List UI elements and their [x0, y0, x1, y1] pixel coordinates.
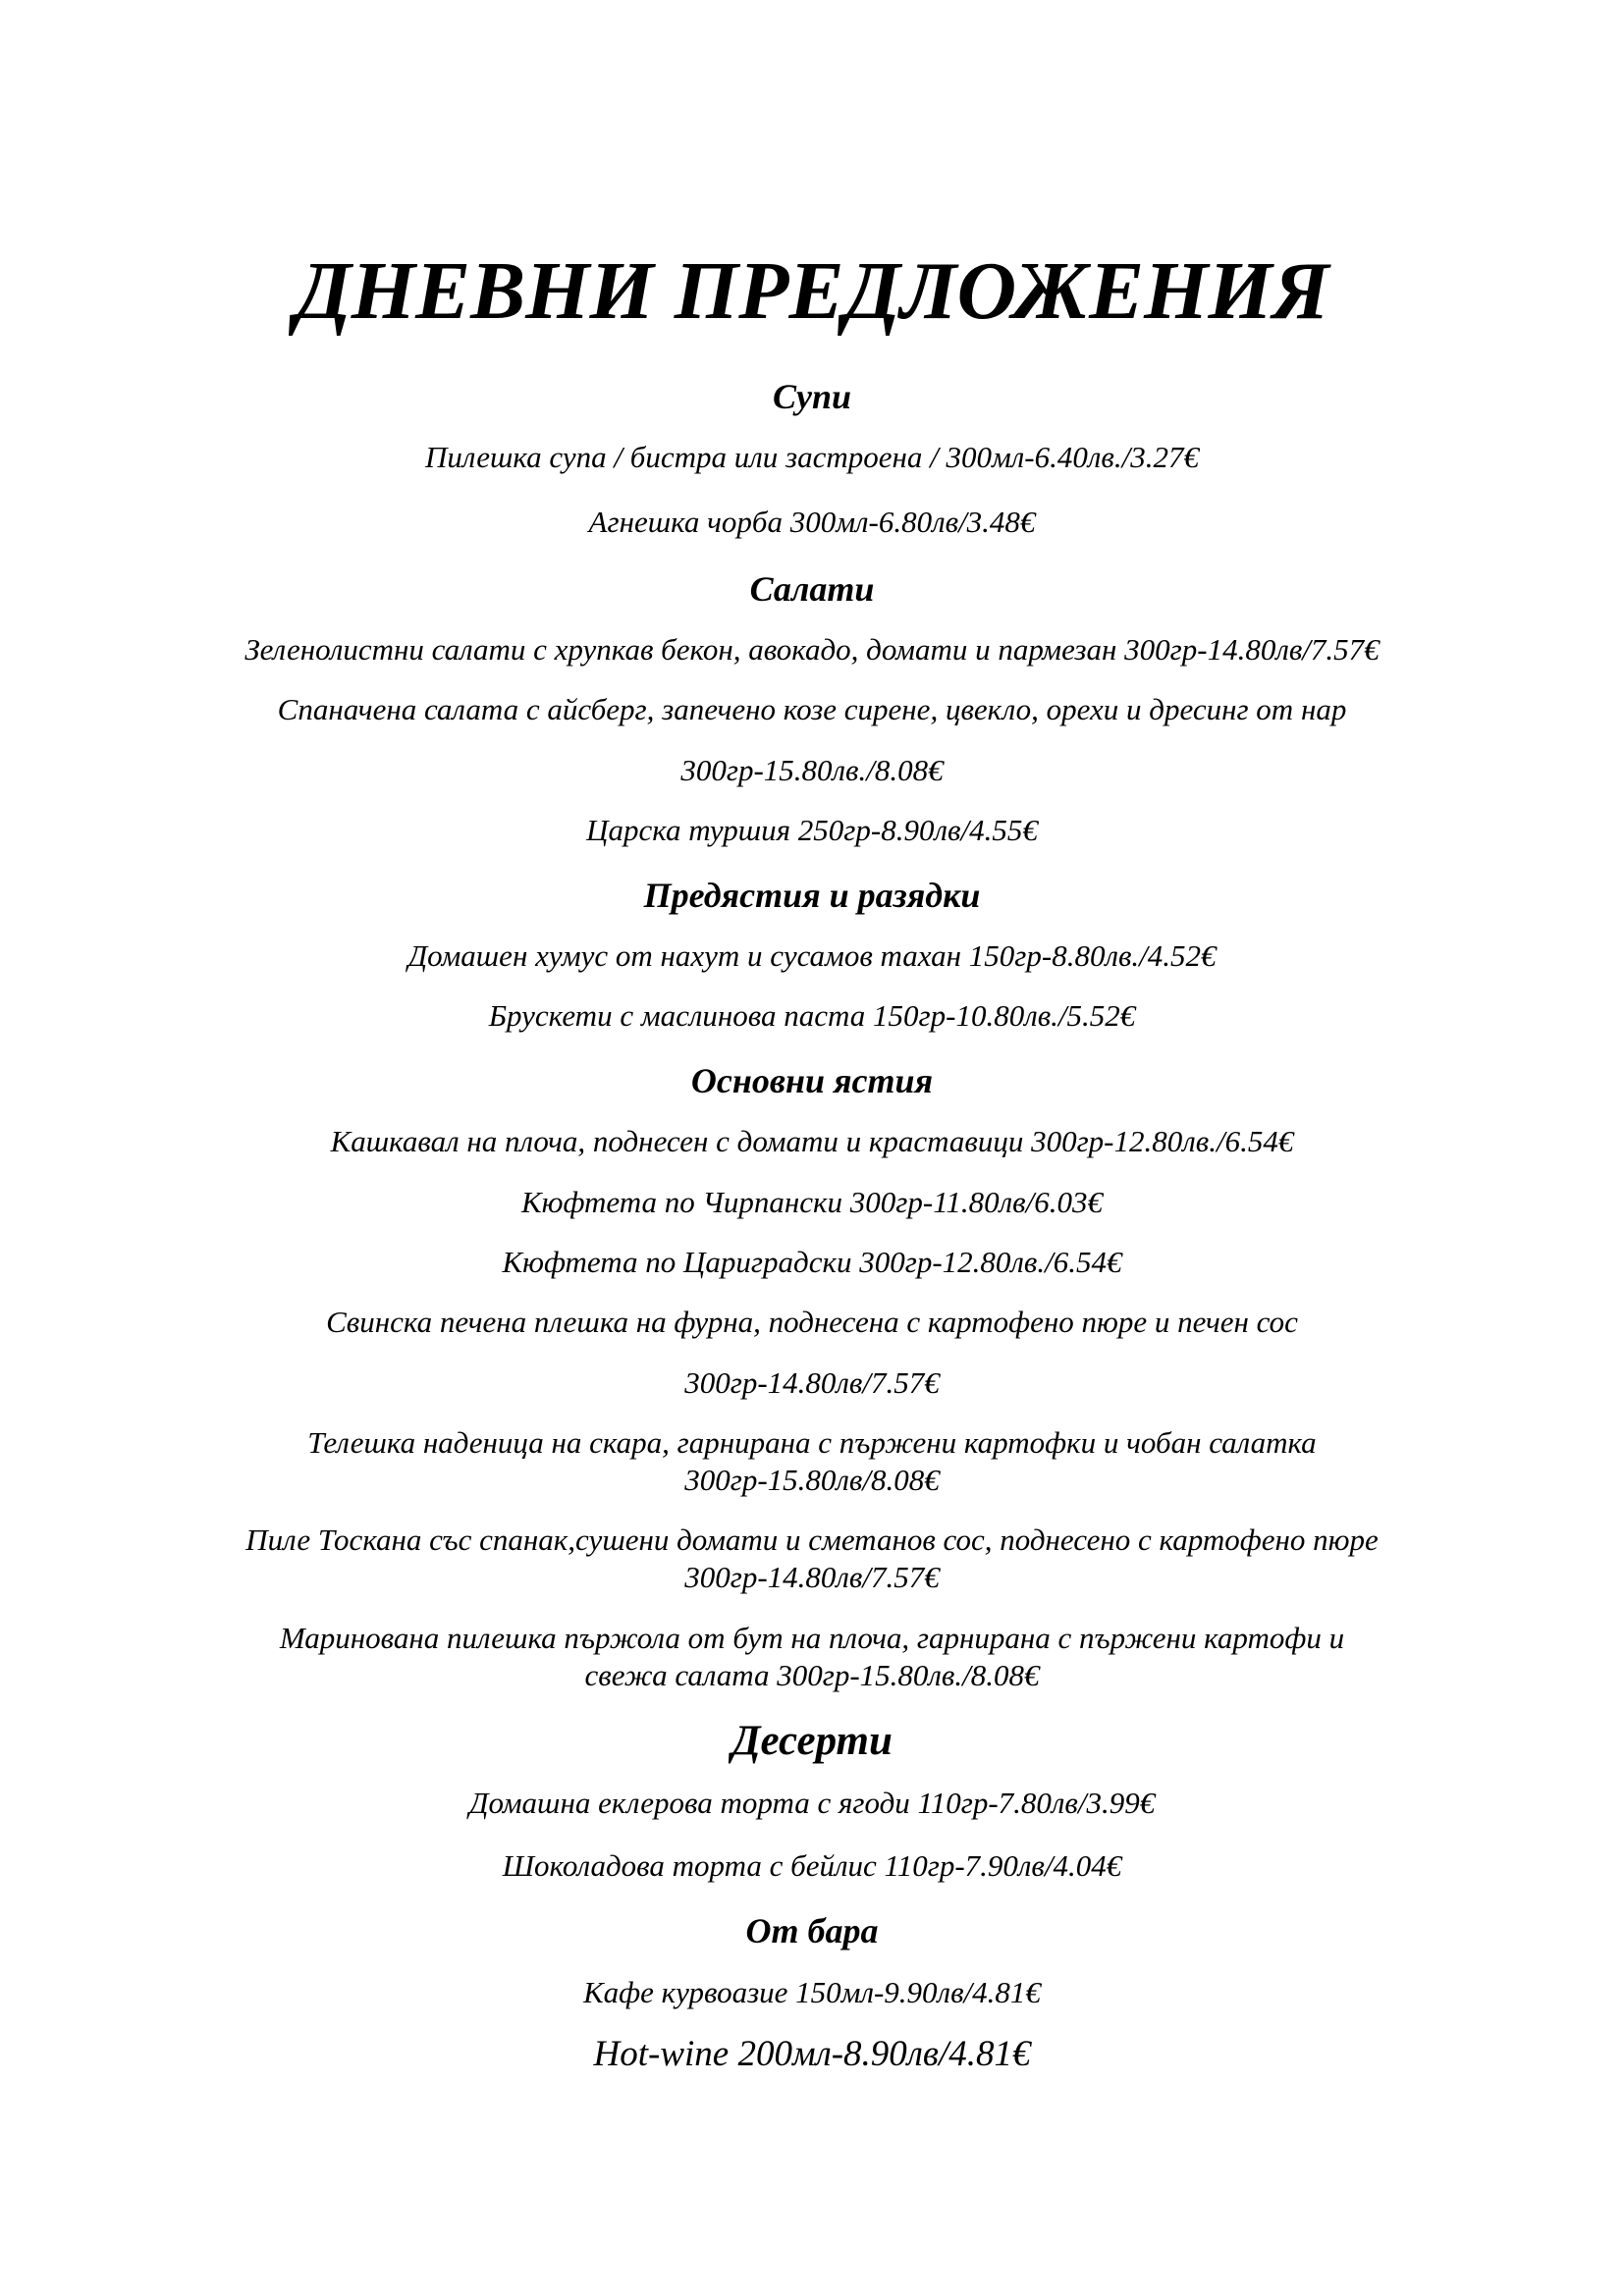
- menu-item-main-3: Кюфтета по Цариградски 300гр-12.80лв./6.54€: [502, 1245, 1122, 1279]
- menu-item-bar-2: Hot-wine 200мл-8.90лв/4.81€: [593, 2034, 1031, 2074]
- menu-item-main-1: Кашкавал на плоча, поднесен с домати и краставици 300гр-12.80лв./6.54€: [330, 1124, 1294, 1158]
- menu-item-main-2: Кюфтета по Чирпански 300гр-11.80лв/6.03€: [521, 1185, 1103, 1219]
- page-title: ДНЕВНИ ПРЕДЛОЖЕНИЯ: [295, 245, 1329, 337]
- menu-item-main-7: Маринована пилешка пържола от бут на плоча, гарнирана с пържени картофи и: [279, 1621, 1345, 1655]
- section-heading-mains: Основни ястия: [690, 1061, 934, 1100]
- menu-item-soup-2: Агнешка чорба 300мл-6.80лв/3.48€: [588, 505, 1036, 539]
- section-heading-salads: Салати: [749, 569, 875, 609]
- menu-item-main-4: Свинска печена плешка на фурна, поднесена с картофено пюре и печен сос: [326, 1305, 1298, 1339]
- section-heading-bar: От бара: [745, 1911, 879, 1950]
- menu-item-dessert-1: Домашна еклерова торта с ягоди 110гр-7.80лв/3.99€: [468, 1786, 1156, 1820]
- menu-item-main-5: Телешка наденица на скара, гарнирана с пържени картофки и чобан салатка: [307, 1425, 1317, 1460]
- menu-item-dessert-2: Шоколадова торта с бейлис 110гр-7.90лв/4.04€: [502, 1848, 1122, 1883]
- menu-item-salad-3: Царска туршия 250гр-8.90лв/4.55€: [586, 813, 1038, 847]
- section-heading-starters: Предястия и разядки: [643, 876, 981, 915]
- section-heading-desserts: Десерти: [731, 1718, 893, 1764]
- menu-item-main-5-price: 300гр-15.80лв/8.08€: [684, 1463, 940, 1497]
- menu-item-main-4-price: 300гр-14.80лв/7.57€: [684, 1365, 940, 1400]
- menu-item-main-6-price: 300гр-14.80лв/7.57€: [684, 1560, 940, 1594]
- menu-item-salad-2-price: 300гр-15.80лв./8.08€: [680, 753, 944, 787]
- menu-item-starter-1: Домашен хумус от нахут и сусамов тахан 150гр-8.80лв./4.52€: [407, 938, 1217, 973]
- menu-item-starter-2: Брускети с маслинова паста 150гр-10.80лв./5.52€: [488, 998, 1136, 1033]
- menu-item-salad-2: Спаначена салата с айсберг, запечено козе сирене, цвекло, орехи и дресинг от нар: [277, 692, 1347, 726]
- section-heading-soups: Супи: [772, 377, 852, 416]
- menu-item-main-6: Пиле Тоскана със спанак,сушени домати и сметанов сос, поднесено с картофено пюре: [245, 1522, 1379, 1557]
- menu-item-soup-1: Пилешка супа / бистра или застроена / 300мл-6.40лв./3.27€: [425, 440, 1199, 474]
- menu-item-main-7-line-2: свежа салата 300гр-15.80лв./8.08€: [584, 1658, 1040, 1692]
- menu-item-salad-1: Зеленолистни салати с хрупкав бекон, авокадо, домати и пармезан 300гр-14.80лв/7.57€: [244, 632, 1380, 667]
- menu-item-bar-1: Кафе курвоазие 150мл-9.90лв/4.81€: [583, 1975, 1041, 2009]
